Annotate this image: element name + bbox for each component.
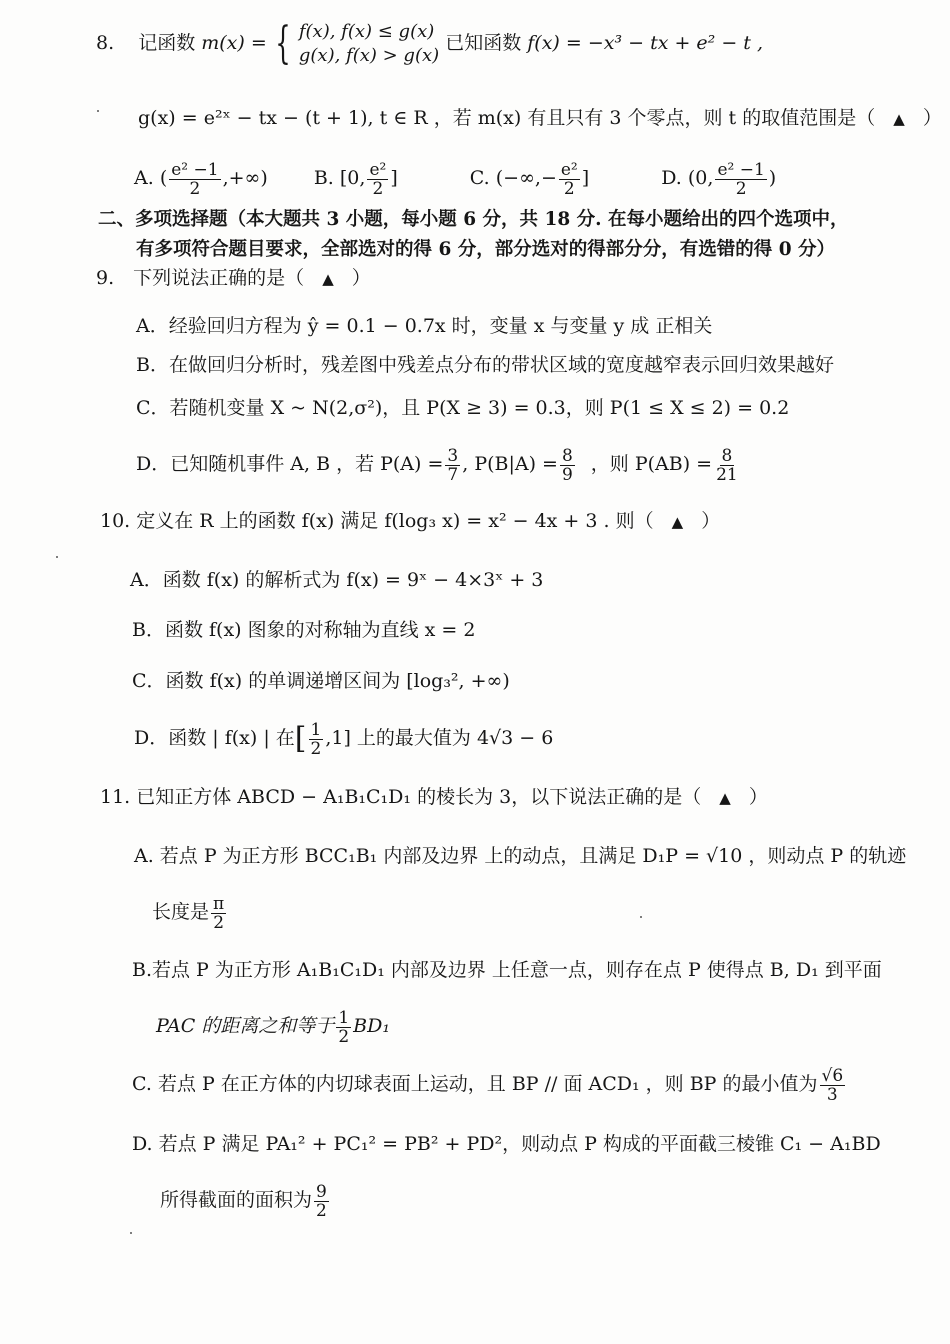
q8-f: f(x) = −x³ − tx + e² − t ,: [527, 32, 763, 54]
q9-d-frac1: [445, 447, 460, 484]
opt-c-pre: (−∞,−: [495, 167, 557, 189]
q9-option-a: A．经验回归方程为 ŷ = 0.1 − 0.7x 时，变量 x 与变量 y 成 正相关: [136, 315, 713, 337]
q9-option-c: C．若随机变量 X ~ N(2,σ²)，且 P(X ≥ 3) = 0.3，则 P(1 ≤ X ≤ 2) = 0.2: [136, 397, 790, 419]
opt-b-pre: [0,: [339, 167, 366, 189]
frac-num: 3: [447, 445, 459, 466]
answer-blank-triangle: ▲: [322, 270, 334, 288]
q8-close: ）: [922, 107, 942, 129]
frac-den: 2: [338, 1026, 350, 1047]
frac-num: π: [213, 893, 225, 914]
opt-b-frac: [367, 161, 388, 198]
opt-a-post: ,+∞): [222, 167, 268, 189]
frac-den: 2: [189, 178, 201, 199]
q10-option-a: A．函数 f(x) 的解析式为 f(x) = 9ˣ − 4×3ˣ + 3: [130, 569, 544, 591]
q8-options: [134, 158, 776, 198]
q8-case2: g(x), f(x) > g(x): [298, 45, 440, 66]
frac-den: 9: [561, 464, 573, 485]
q9-option-b: B．在做回归分析时，残差图中残差点分布的带状区域的宽度越窄表示回归效果越好: [136, 354, 834, 376]
frac-den: 2: [735, 178, 747, 199]
q10-d-frac: [309, 721, 324, 758]
frac-num: 1: [338, 1007, 350, 1028]
q9-stem-text: 9. 下列说法正确的是（: [96, 267, 305, 289]
option-label: A.: [134, 167, 154, 189]
section2-heading-line2: 有多项符合题目要求，全部选对的得 6 分，部分选对的得部分分，有选错的得 0 分）: [136, 239, 836, 260]
q11-d2-frac: [314, 1183, 329, 1220]
frac-num: e²: [560, 159, 578, 180]
q11-option-d-line1: D. 若点 P 满足 PA₁² + PC₁² = PB² + PD²，则动点 P 构成的平面截三棱锥 C₁ − A₁BD: [132, 1133, 881, 1155]
opt-c-frac: [559, 161, 580, 198]
q11-d2-pre: 所得截面的面积为: [160, 1189, 313, 1211]
q8-line2-text: g(x) = e²ˣ − tx − (t + 1), t ∈ R ，若 m(x) 有且只有 3 个零点，则 t 的取值范围是（: [138, 107, 876, 129]
q11-c-pre: C. 若点 P 在正方体的内切球表面上运动，且 BP // 面 ACD₁ ，则 BP 的最小值为: [132, 1073, 818, 1095]
q11-c-frac: [820, 1067, 846, 1104]
q9-d-mid: , P(B|A) =: [462, 453, 558, 475]
q10-option-b: B．函数 f(x) 图象的对称轴为直线 x = 2: [132, 619, 476, 641]
q8-optB: [313, 159, 404, 199]
frac-num: 8: [721, 445, 733, 466]
brace-symbol: {: [275, 18, 291, 69]
q9-d-mid2: ，则 P(AB) =: [590, 453, 713, 475]
frac-den: 3: [826, 1084, 838, 1105]
frac-num: 9: [316, 1181, 327, 1202]
frac-den: 7: [447, 464, 459, 485]
q8-m: m(x) =: [201, 32, 267, 54]
frac-num: e² −1: [717, 159, 765, 180]
section2-heading-line1: 二、多项选择题（本大题共 3 小题，每小题 6 分，共 18 分. 在每小题给出的四个选项中，: [98, 209, 849, 230]
q10-stem-text: 10. 定义在 R 上的函数 f(x) 满足 f(log₃ x) = x² − 4x + 3 . 则（: [100, 510, 654, 532]
q10-close: ）: [701, 510, 721, 532]
q11-option-b-line1: B.若点 P 为正方形 A₁B₁C₁D₁ 内部及边界 上任意一点，则存在点 P 使得点 B, D₁ 到平面: [132, 959, 882, 981]
option-label: B.: [313, 167, 334, 189]
scan-speck: [97, 110, 99, 112]
frac-num: e²: [369, 159, 387, 180]
q11-option-a-line2: [152, 892, 228, 932]
q11-option-b-line2: [156, 1006, 390, 1046]
q8-optC: [469, 159, 595, 199]
q9-d-pre: D．已知随机事件 A, B ，若 P(A) =: [136, 453, 444, 475]
q11-option-d-line2: [160, 1180, 331, 1220]
q11-stem: [100, 783, 768, 812]
q8-line2: [138, 104, 942, 133]
q9-close: ）: [351, 267, 371, 289]
frac-num: 1: [310, 719, 322, 740]
frac-den: 21: [716, 464, 738, 485]
frac-den: 2: [213, 912, 225, 933]
q11-b2-post: BD₁: [353, 1015, 390, 1037]
q11-stem-text: 11. 已知正方体 ABCD − A₁B₁C₁D₁ 的棱长为 3，以下说法正确的是（: [100, 786, 702, 808]
q11-option-c: [132, 1064, 847, 1104]
frac-den: 2: [563, 178, 575, 199]
q8-number: 8.: [96, 32, 115, 54]
q11-b2-frac: [336, 1009, 351, 1046]
opt-a-frac: [169, 161, 220, 198]
q10-option-d: [134, 718, 553, 759]
answer-blank-triangle: ▲: [671, 513, 684, 531]
frac-den: 2: [372, 178, 384, 199]
q8-optD: [661, 159, 777, 199]
option-label: C.: [469, 167, 490, 189]
frac-num: √6: [821, 1065, 844, 1086]
q10-option-c: C．函数 f(x) 的单调递增区间为 [log₃², +∞): [132, 670, 510, 692]
answer-blank-triangle: ▲: [719, 789, 731, 807]
frac-den: 2: [310, 738, 322, 759]
q8-lead: 记函数: [138, 32, 196, 54]
q8-known: 已知函数: [445, 32, 522, 54]
q9-stem: [96, 264, 371, 293]
opt-d-pre: (0,: [687, 167, 714, 189]
opt-d-post: ): [768, 167, 777, 189]
q11-a2-frac: [211, 895, 226, 932]
q9-d-frac2: [560, 447, 575, 484]
q10-stem: [100, 507, 720, 536]
opt-b-post: ]: [390, 167, 398, 189]
q10-d-post: ,1] 上的最大值为 4√3 − 6: [325, 727, 554, 749]
q11-close: ）: [748, 786, 768, 808]
q10-d-pre: D．函数 | f(x) | 在: [134, 727, 295, 749]
option-label: D.: [661, 167, 682, 189]
opt-d-frac: [715, 161, 766, 198]
q8-optA: [134, 159, 274, 199]
q9-option-d: [136, 444, 742, 484]
q11-option-a-line1: A. 若点 P 为正方形 BCC₁B₁ 内部及边界 上的动点，且满足 D₁P = √10 ，则动点 P 的轨迹: [134, 845, 907, 867]
scan-speck: [640, 916, 642, 918]
q8-cases: [299, 20, 439, 68]
opt-a-pre: (: [159, 167, 168, 189]
q8-line1: [96, 20, 763, 68]
q11-a2-pre: 长度是: [152, 901, 210, 923]
scan-speck: [130, 1232, 132, 1234]
q8-case1: f(x), f(x) ≤ g(x): [298, 21, 435, 42]
scan-speck: [56, 556, 58, 558]
frac-num: 8: [561, 445, 573, 466]
q11-b2-pre: PAC 的距离之和等于: [156, 1015, 335, 1037]
frac-den: 2: [316, 1200, 327, 1221]
answer-blank-triangle: ▲: [893, 110, 905, 128]
q9-d-frac3: [714, 447, 740, 484]
frac-num: e² −1: [171, 159, 219, 180]
opt-c-post: ]: [581, 167, 590, 189]
bracket-symbol: [: [294, 721, 307, 756]
